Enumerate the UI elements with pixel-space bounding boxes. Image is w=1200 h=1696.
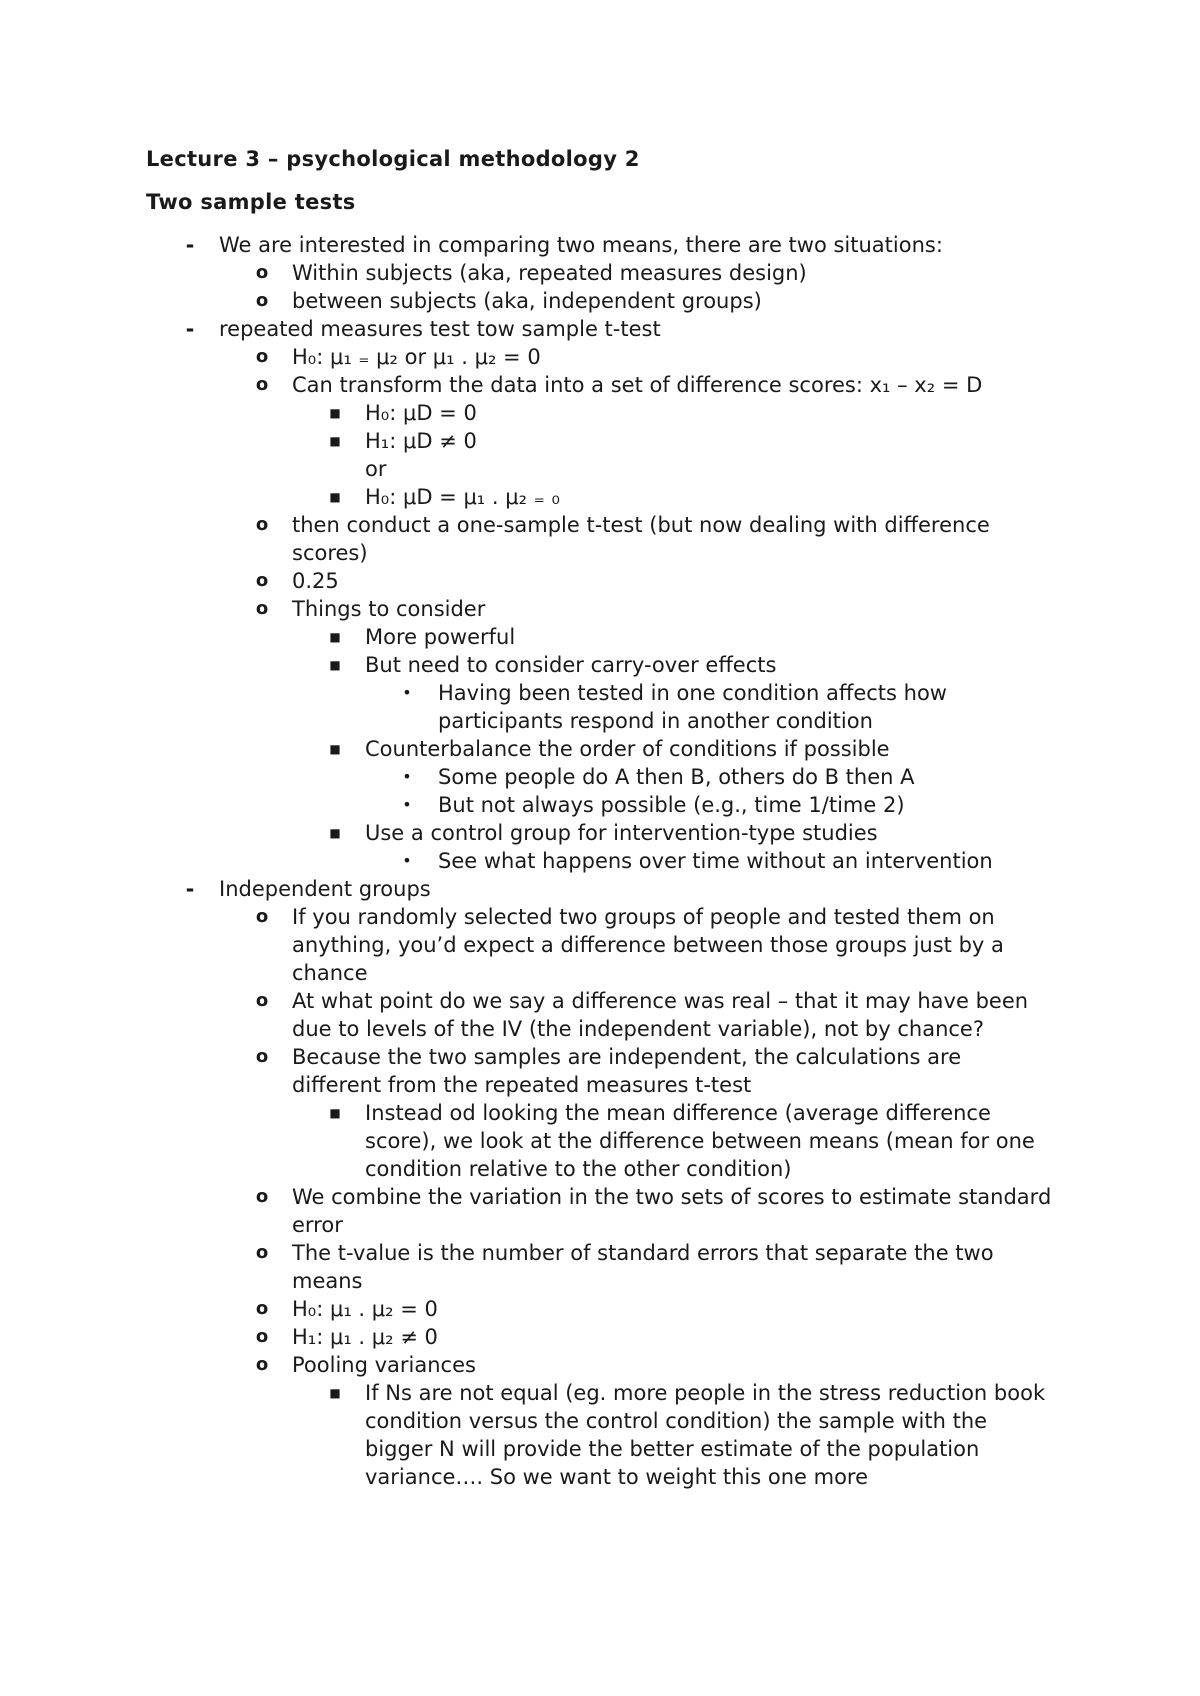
list-item bbox=[0, 1043, 1200, 1099]
bullet-circle-icon: o bbox=[255, 1354, 269, 1375]
list-item-text: If Ns are not equal (eg. more people in the stress reduction book condition versus the control condition) the sample with the bigger N will provide the better estimate of the population variance…. So we want to weight this one more bbox=[365, 1381, 1046, 1489]
list-item bbox=[0, 651, 1200, 679]
list-item bbox=[0, 511, 1200, 567]
list-item-text: or bbox=[365, 457, 387, 481]
page-title: Lecture 3 – psychological methodology 2 bbox=[146, 147, 640, 171]
list-item-text: Pooling variances bbox=[292, 1353, 476, 1377]
list-item-text: H₀: μD = μ₁ . μ₂ ₌ ₀ bbox=[365, 485, 560, 509]
bullet-square-icon: ■ bbox=[329, 658, 341, 672]
list-item bbox=[0, 315, 1200, 343]
bullet-dot-icon: • bbox=[402, 795, 412, 814]
bullet-dot-icon: • bbox=[402, 851, 412, 870]
list-item-text: But not always possible (e.g., time 1/time 2) bbox=[438, 793, 905, 817]
list-item bbox=[0, 1323, 1200, 1351]
list-item bbox=[0, 343, 1200, 371]
list-item-text: The t-value is the number of standard errors that separate the two means bbox=[292, 1241, 994, 1293]
list-item-text: See what happens over time without an intervention bbox=[438, 849, 993, 873]
bullet-dot-icon: • bbox=[402, 767, 412, 786]
list-item-text: Counterbalance the order of conditions if possible bbox=[365, 737, 890, 761]
list-item bbox=[0, 819, 1200, 847]
list-item bbox=[0, 1295, 1200, 1323]
list-item-text: More powerful bbox=[365, 625, 516, 649]
list-item bbox=[0, 371, 1200, 399]
list-item bbox=[0, 875, 1200, 903]
list-item-text: Things to consider bbox=[292, 597, 486, 621]
bullet-circle-icon: o bbox=[255, 990, 269, 1011]
list-item bbox=[0, 287, 1200, 315]
list-item-text: H₀: μD = 0 bbox=[365, 401, 477, 425]
list-item bbox=[0, 259, 1200, 287]
bullet-square-icon: ■ bbox=[329, 630, 341, 644]
list-item-text: Can transform the data into a set of difference scores: x₁ – x₂ = D bbox=[292, 373, 983, 397]
list-item bbox=[0, 1379, 1200, 1491]
list-item-text: Because the two samples are independent, the calculations are different from the repeated measures t-test bbox=[292, 1045, 962, 1097]
list-item-text: If you randomly selected two groups of people and tested them on anything, you’d expect a difference between those groups just by a chance bbox=[292, 905, 1004, 985]
list-item bbox=[0, 595, 1200, 623]
bullet-square-icon: ■ bbox=[329, 1106, 341, 1120]
bullet-circle-icon: o bbox=[255, 570, 269, 591]
bullet-circle-icon: o bbox=[255, 1298, 269, 1319]
bullet-square-icon: ■ bbox=[329, 406, 341, 420]
bullet-circle-icon: o bbox=[255, 598, 269, 619]
section-heading: Two sample tests bbox=[146, 190, 356, 214]
bullet-circle-icon: o bbox=[255, 374, 269, 395]
bullet-dash-icon: - bbox=[185, 233, 195, 257]
list-item bbox=[0, 399, 1200, 427]
list-item bbox=[0, 567, 1200, 595]
list-item-text: Use a control group for intervention-type studies bbox=[365, 821, 878, 845]
list-item-text: H₀: μ₁ . μ₂ = 0 bbox=[292, 1297, 438, 1321]
bullet-square-icon: ■ bbox=[329, 490, 341, 504]
list-item-text: Some people do A then B, others do B then A bbox=[438, 765, 915, 789]
bullet-circle-icon: o bbox=[255, 1242, 269, 1263]
bullet-circle-icon: o bbox=[255, 262, 269, 283]
list-item-text: Independent groups bbox=[219, 877, 431, 901]
list-item-text: H₀: μ₁ ₌ μ₂ or μ₁ . μ₂ = 0 bbox=[292, 345, 541, 369]
list-item bbox=[0, 427, 1200, 455]
list-item bbox=[0, 1239, 1200, 1295]
list-item-text: H₁: μD ≠ 0 bbox=[365, 429, 477, 453]
bullet-circle-icon: o bbox=[255, 346, 269, 367]
list-item-text: 0.25 bbox=[292, 569, 339, 593]
list-item bbox=[0, 483, 1200, 511]
list-item-text: between subjects (aka, independent groups) bbox=[292, 289, 762, 313]
list-item-text: We are interested in comparing two means, there are two situations: bbox=[219, 233, 943, 257]
list-item bbox=[0, 763, 1200, 791]
list-item-text: repeated measures test tow sample t-test bbox=[219, 317, 661, 341]
bullet-circle-icon: o bbox=[255, 290, 269, 311]
bullet-list bbox=[0, 231, 1200, 1491]
list-item-text: then conduct a one-sample t-test (but now dealing with difference scores) bbox=[292, 513, 990, 565]
list-item bbox=[0, 1183, 1200, 1239]
list-item-text: But need to consider carry-over effects bbox=[365, 653, 777, 677]
bullet-square-icon: ■ bbox=[329, 434, 341, 448]
list-item-text: At what point do we say a difference was real – that it may have been due to levels of the IV (the independent variable), not by chance? bbox=[292, 989, 1029, 1041]
bullet-circle-icon: o bbox=[255, 906, 269, 927]
bullet-dash-icon: - bbox=[185, 877, 195, 901]
bullet-circle-icon: o bbox=[255, 1046, 269, 1067]
bullet-square-icon: ■ bbox=[329, 826, 341, 840]
list-item bbox=[0, 679, 1200, 735]
bullet-circle-icon: o bbox=[255, 514, 269, 535]
list-item-text: Within subjects (aka, repeated measures design) bbox=[292, 261, 807, 285]
list-item bbox=[0, 847, 1200, 875]
list-item bbox=[0, 1099, 1200, 1183]
list-item-text: Having been tested in one condition affects how participants respond in another condition bbox=[438, 681, 947, 733]
bullet-square-icon: ■ bbox=[329, 1386, 341, 1400]
bullet-dash-icon: - bbox=[185, 317, 195, 341]
list-item bbox=[0, 1351, 1200, 1379]
list-item bbox=[0, 455, 1200, 483]
list-item-text: H₁: μ₁ . μ₂ ≠ 0 bbox=[292, 1325, 438, 1349]
list-item-text: We combine the variation in the two sets of scores to estimate standard error bbox=[292, 1185, 1052, 1237]
bullet-circle-icon: o bbox=[255, 1326, 269, 1347]
list-item bbox=[0, 231, 1200, 259]
bullet-square-icon: ■ bbox=[329, 742, 341, 756]
list-item-text: Instead od looking the mean difference (average difference score), we look at the difference between means (mean for one condition relative to the other condition) bbox=[365, 1101, 1035, 1181]
list-item bbox=[0, 903, 1200, 987]
list-item bbox=[0, 735, 1200, 763]
bullet-circle-icon: o bbox=[255, 1186, 269, 1207]
list-item bbox=[0, 791, 1200, 819]
bullet-dot-icon: • bbox=[402, 683, 412, 702]
list-item bbox=[0, 987, 1200, 1043]
list-item bbox=[0, 623, 1200, 651]
